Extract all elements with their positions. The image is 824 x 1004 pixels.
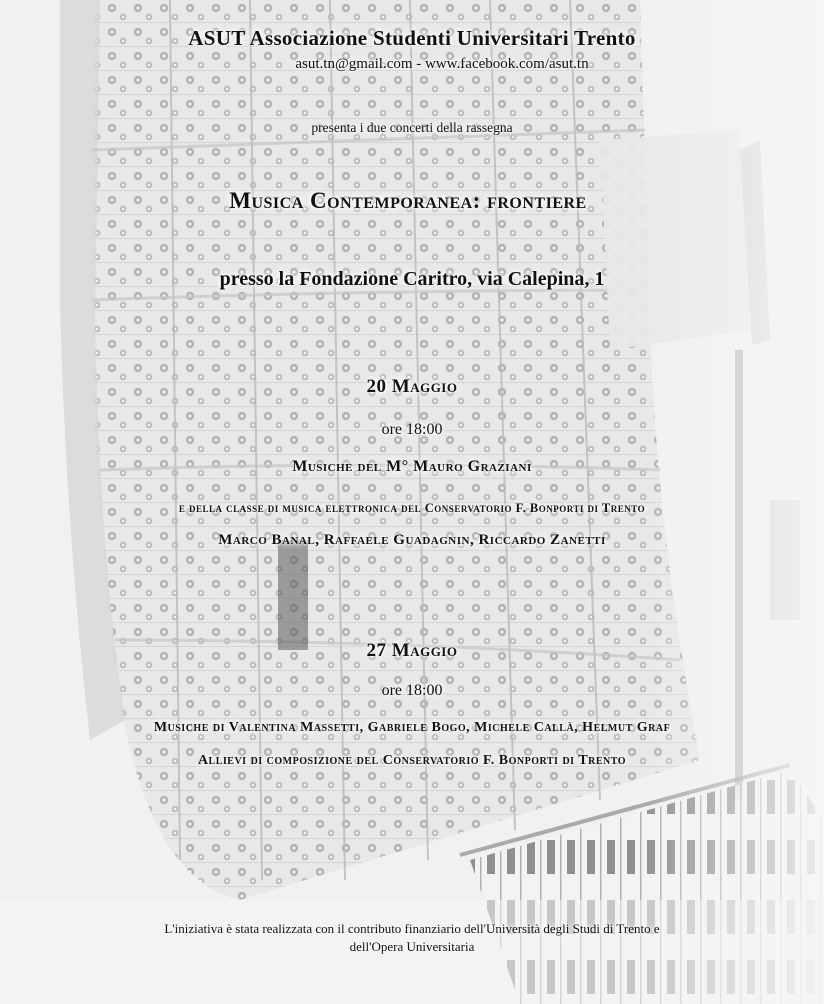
concert-time: ore 18:00 [381,421,443,438]
concert-detail: e della classe di musica elettronica del Conservatorio F. Bonporti di Trento [178,501,646,515]
venue: presso la Fondazione Caritro, via Calepina, 1 [219,268,605,290]
concert-time: ore 18:00 [381,682,443,699]
presents-text: presenta i due concerti della rassegna [311,120,513,135]
concert-performers: Marco Banal, Raffaele Guadagnin, Riccardo Zanetti [218,532,606,548]
concert-date: 27 Maggio [366,640,458,661]
footer-line-2: dell'Opera Universitaria [349,939,475,954]
concert-date: 20 Maggio [366,376,458,397]
festival-title: Musica Contemporanea: frontiere [229,188,587,213]
concert-music: Musiche di Valentina Massetti, Gabriele Bogo, Michele Callà, Helmut Graf [153,720,671,735]
concert-music: Musiche del M° Mauro Graziani [292,458,532,475]
footer-line-1: L'iniziativa è stata realizzata con il contributo finanziario dell'Università degli Studi di Trento e [164,921,660,936]
organization-name: ASUT Associazione Studenti Universitari Trento [188,26,636,50]
concert-detail: Allievi di composizione del Conservatorio F. Bonporti di Trento [197,753,627,768]
contact-info: asut.tn@gmail.com - www.facebook.com/asut.tn [295,56,589,72]
